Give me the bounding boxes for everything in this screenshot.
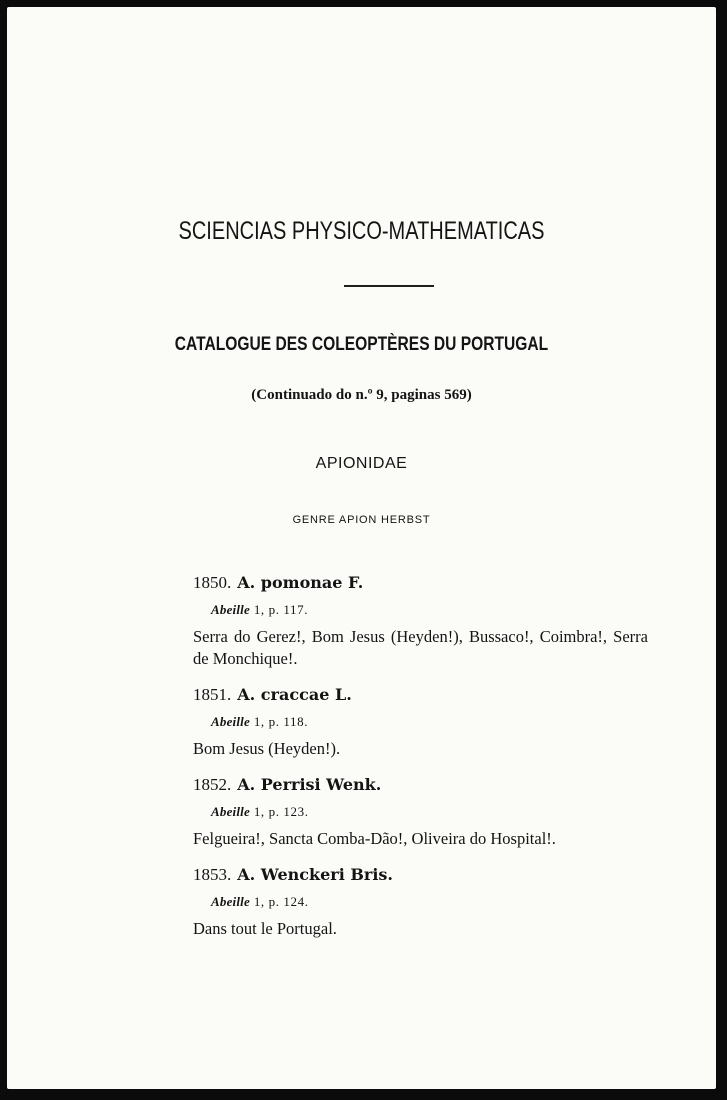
reference-work: Abeille xyxy=(211,894,250,909)
entry-number: 1853. xyxy=(193,865,232,884)
entry-reference xyxy=(211,600,648,620)
entry-reference xyxy=(211,802,648,822)
entry-number: 1850. xyxy=(193,573,232,592)
title-rule xyxy=(344,285,434,287)
species-entry xyxy=(193,864,648,940)
document-page xyxy=(7,7,716,1089)
entry-number: 1851. xyxy=(193,685,232,704)
species-name: A. craccae L. xyxy=(237,685,352,704)
reference-work: Abeille xyxy=(211,804,250,819)
entry-localities: Dans tout le Portugal. xyxy=(193,919,337,938)
entry-heading xyxy=(193,684,648,706)
section-title: SCIENCIAS PHYSICO-MATHEMATICAS xyxy=(178,217,545,245)
entry-heading xyxy=(193,864,648,886)
species-entry xyxy=(193,684,648,760)
entry-reference xyxy=(211,892,648,912)
reference-work: Abeille xyxy=(211,602,250,617)
entry-heading xyxy=(193,774,648,796)
family-heading: APIONIDAE xyxy=(315,455,408,472)
entry-localities: Serra do Gerez!, Bom Jesus (Heyden!), Bussaco!, Coimbra!, Serra de Monchique!. xyxy=(193,627,648,668)
species-name: A. pomonae F. xyxy=(237,573,364,592)
reference-work: Abeille xyxy=(211,714,250,729)
reference-detail: 1, p. 117. xyxy=(253,602,309,617)
genre-heading: GENRE APION HERBST xyxy=(292,514,431,526)
species-entry xyxy=(193,774,648,850)
species-list xyxy=(193,572,648,954)
reference-detail: 1, p. 124. xyxy=(253,894,309,909)
species-name: A. Wenckeri Bris. xyxy=(237,865,393,884)
entry-localities: Felgueira!, Sancta Comba-Dão!, Oliveira do Hospital!. xyxy=(193,829,556,848)
continuation-note: (Continuado do n.º 9, paginas 569) xyxy=(251,387,472,403)
species-name: A. Perrisi Wenk. xyxy=(237,775,382,794)
reference-detail: 1, p. 123. xyxy=(253,804,309,819)
entry-heading xyxy=(193,572,648,594)
entry-reference xyxy=(211,712,648,732)
entry-localities: Bom Jesus (Heyden!). xyxy=(193,739,341,758)
entry-number: 1852. xyxy=(193,775,232,794)
species-entry xyxy=(193,572,648,670)
catalogue-title: CATALOGUE DES COLEOPTÈRES DU PORTUGAL xyxy=(174,334,549,355)
reference-detail: 1, p. 118. xyxy=(253,714,309,729)
